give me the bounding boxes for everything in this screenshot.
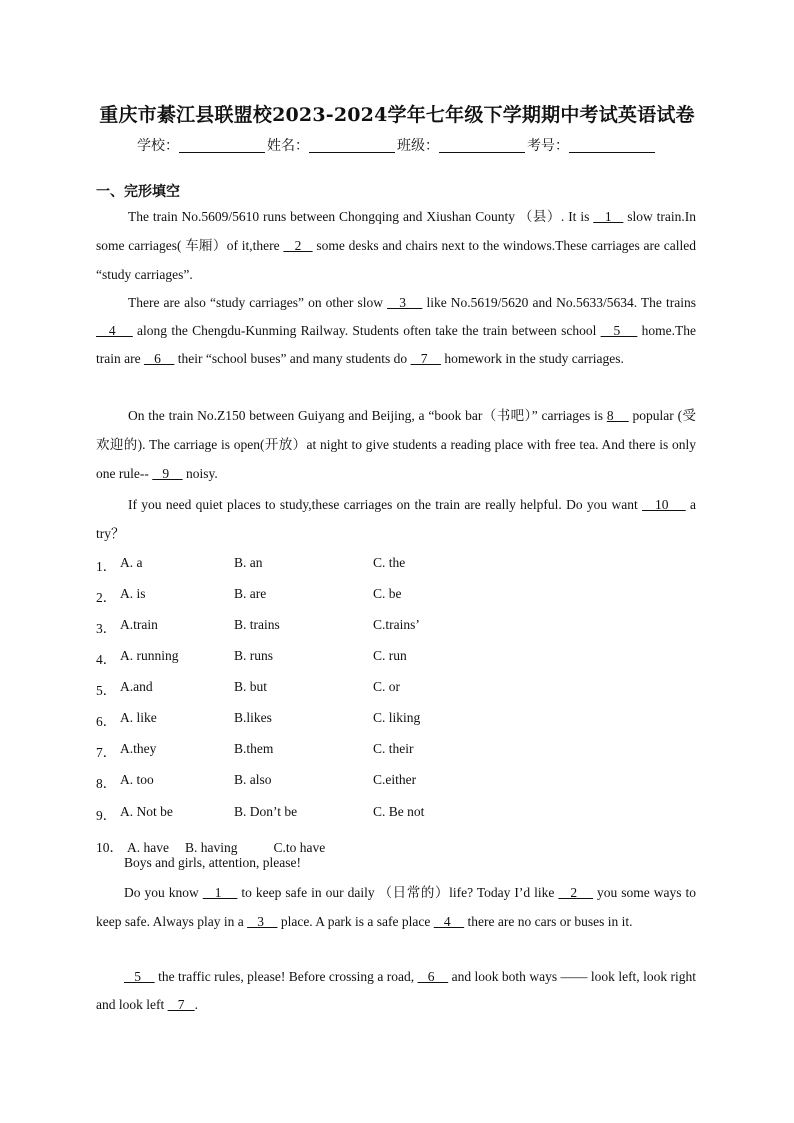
- school-label: 学校：: [137, 138, 179, 154]
- option-c[interactable]: C. Be not: [373, 804, 425, 819]
- name-label: 姓名：: [267, 138, 309, 154]
- passage-text: Do you know: [124, 885, 203, 900]
- option-b[interactable]: B. an: [234, 555, 263, 570]
- option-c[interactable]: C.to have: [273, 840, 326, 855]
- passage-text: like No.5619/5620 and No.5633/5634. The trains: [422, 295, 696, 310]
- blank-2: 2: [283, 238, 313, 253]
- option-b[interactable]: B. but: [234, 679, 268, 694]
- question-number: 7．: [96, 745, 117, 760]
- question-number: 6．: [96, 714, 117, 729]
- passage-paragraph-3: [96, 401, 696, 488]
- question-number: 3．: [96, 621, 117, 636]
- option-a[interactable]: A.and: [120, 679, 153, 694]
- blank-2: 2: [558, 885, 594, 900]
- passage-text: On the train No.Z150 between Guiyang and Beijing, a “book bar（书吧）” carriages is: [128, 408, 607, 423]
- passage-paragraph-2: [96, 289, 696, 373]
- option-a[interactable]: A. running: [120, 648, 179, 663]
- exam-no-label: 考号：: [527, 138, 569, 154]
- option-c[interactable]: C. be: [373, 586, 402, 601]
- passage-text: slow train.In some carriages( 车厢）of it,there: [96, 209, 697, 253]
- passage-paragraph-1: [96, 202, 696, 289]
- class-blank[interactable]: [439, 138, 525, 153]
- question-number: 9．: [96, 808, 117, 823]
- passage-text: some desks and chairs next to the windows.These carriages are called “study carriages”.: [96, 238, 696, 282]
- blank-8: 8: [606, 408, 629, 423]
- blank-9: 9: [152, 466, 183, 481]
- question-number: 1．: [96, 559, 117, 574]
- blank-4: 4: [433, 914, 465, 929]
- student-info-line: [0, 135, 794, 155]
- passage-text: popular (受欢迎的). The carriage is open(开放）at night to give students a reading place with free tea. And there is only one rule--: [96, 408, 696, 481]
- blank-1: 1: [593, 209, 624, 224]
- passage-text: place. A park is a safe place: [277, 914, 434, 929]
- option-c[interactable]: C. their: [373, 741, 414, 756]
- question-number: 8．: [96, 776, 117, 791]
- option-a[interactable]: A. have: [127, 840, 169, 855]
- blank-7: 7: [167, 997, 195, 1012]
- blank-3: 3: [247, 914, 278, 929]
- passage-text: to keep safe in our daily （日常的）life? Today I’d like: [237, 885, 559, 900]
- passage-text: and look both ways —— look left, look right and look left: [96, 969, 697, 1012]
- blank-7: 7: [410, 351, 441, 366]
- option-b[interactable]: B. runs: [234, 648, 274, 663]
- name-blank[interactable]: [309, 138, 395, 153]
- page-title: 重庆市綦江县联盟校2023-2024学年七年级下学期期中考试英语试卷: [99, 104, 695, 126]
- section-heading: 一、完形填空: [96, 184, 180, 200]
- passage-text: a try？: [96, 497, 697, 541]
- option-b[interactable]: B.them: [234, 741, 274, 756]
- option-b[interactable]: B.likes: [234, 710, 272, 725]
- option-b[interactable]: B. trains: [234, 617, 280, 632]
- option-a[interactable]: A. Not be: [120, 804, 173, 819]
- passage-text: noisy.: [182, 466, 218, 481]
- passage-text: If you need quiet places to study,these carriages on the train are really helpful. Do you want: [128, 497, 643, 512]
- passage-text: you some ways to keep safe. Always play in a: [96, 885, 697, 929]
- passage-paragraph-4: [96, 490, 696, 548]
- question-number: 5．: [96, 683, 117, 698]
- passage2-paragraph-1: [96, 878, 696, 936]
- passage2-intro: Boys and girls, attention, please!: [124, 855, 301, 870]
- passage-text: home.The train are: [96, 323, 697, 366]
- option-c[interactable]: C. the: [373, 555, 406, 570]
- blank-1: 1: [202, 885, 238, 900]
- option-b[interactable]: B. Don’t be: [234, 804, 298, 819]
- question-row-10: [96, 836, 325, 856]
- passage-text: the traffic rules, please! Before crossing a road,: [154, 969, 418, 984]
- school-blank[interactable]: [179, 138, 265, 153]
- passage-text: along the Chengdu-Kunming Railway. Students often take the train between school: [132, 323, 601, 338]
- option-b[interactable]: B. also: [234, 772, 272, 787]
- option-a[interactable]: A. is: [120, 586, 146, 601]
- option-b[interactable]: B. are: [234, 586, 267, 601]
- passage-text: There are also “study carriages” on other slow: [128, 295, 388, 310]
- question-number: 4．: [96, 652, 117, 667]
- passage2-paragraph-2: [96, 963, 696, 1019]
- option-c[interactable]: C. run: [373, 648, 407, 663]
- passage-text: .: [194, 997, 198, 1012]
- blank-4: 4: [96, 323, 133, 338]
- option-a[interactable]: A. like: [120, 710, 157, 725]
- passage-text: there are no cars or buses in it.: [464, 914, 633, 929]
- blank-3: 3: [387, 295, 423, 310]
- class-label: 班级：: [397, 138, 439, 154]
- blank-5: 5: [600, 323, 638, 338]
- passage-text: The train No.5609/5610 runs between Chongqing and Xiushan County （县）. It is: [128, 209, 594, 224]
- option-a[interactable]: A.they: [120, 741, 157, 756]
- option-c[interactable]: C.trains’: [373, 617, 420, 632]
- exam-no-blank[interactable]: [569, 138, 655, 153]
- option-b[interactable]: B. having: [184, 840, 238, 855]
- blank-5: 5: [124, 969, 155, 984]
- question-number: 10．: [96, 840, 123, 855]
- option-c[interactable]: C. liking: [373, 710, 421, 725]
- blank-10: 10: [642, 497, 686, 512]
- option-a[interactable]: A.train: [120, 617, 158, 632]
- passage-text: homework in the study carriages.: [440, 351, 624, 366]
- passage-text: their “school buses” and many students do: [174, 351, 411, 366]
- blank-6: 6: [143, 351, 175, 366]
- option-c[interactable]: C. or: [373, 679, 400, 694]
- option-c[interactable]: C.either: [373, 772, 417, 787]
- option-a[interactable]: A. a: [120, 555, 143, 570]
- option-a[interactable]: A. too: [120, 772, 154, 787]
- blank-6: 6: [417, 969, 449, 984]
- question-number: 2．: [96, 590, 117, 605]
